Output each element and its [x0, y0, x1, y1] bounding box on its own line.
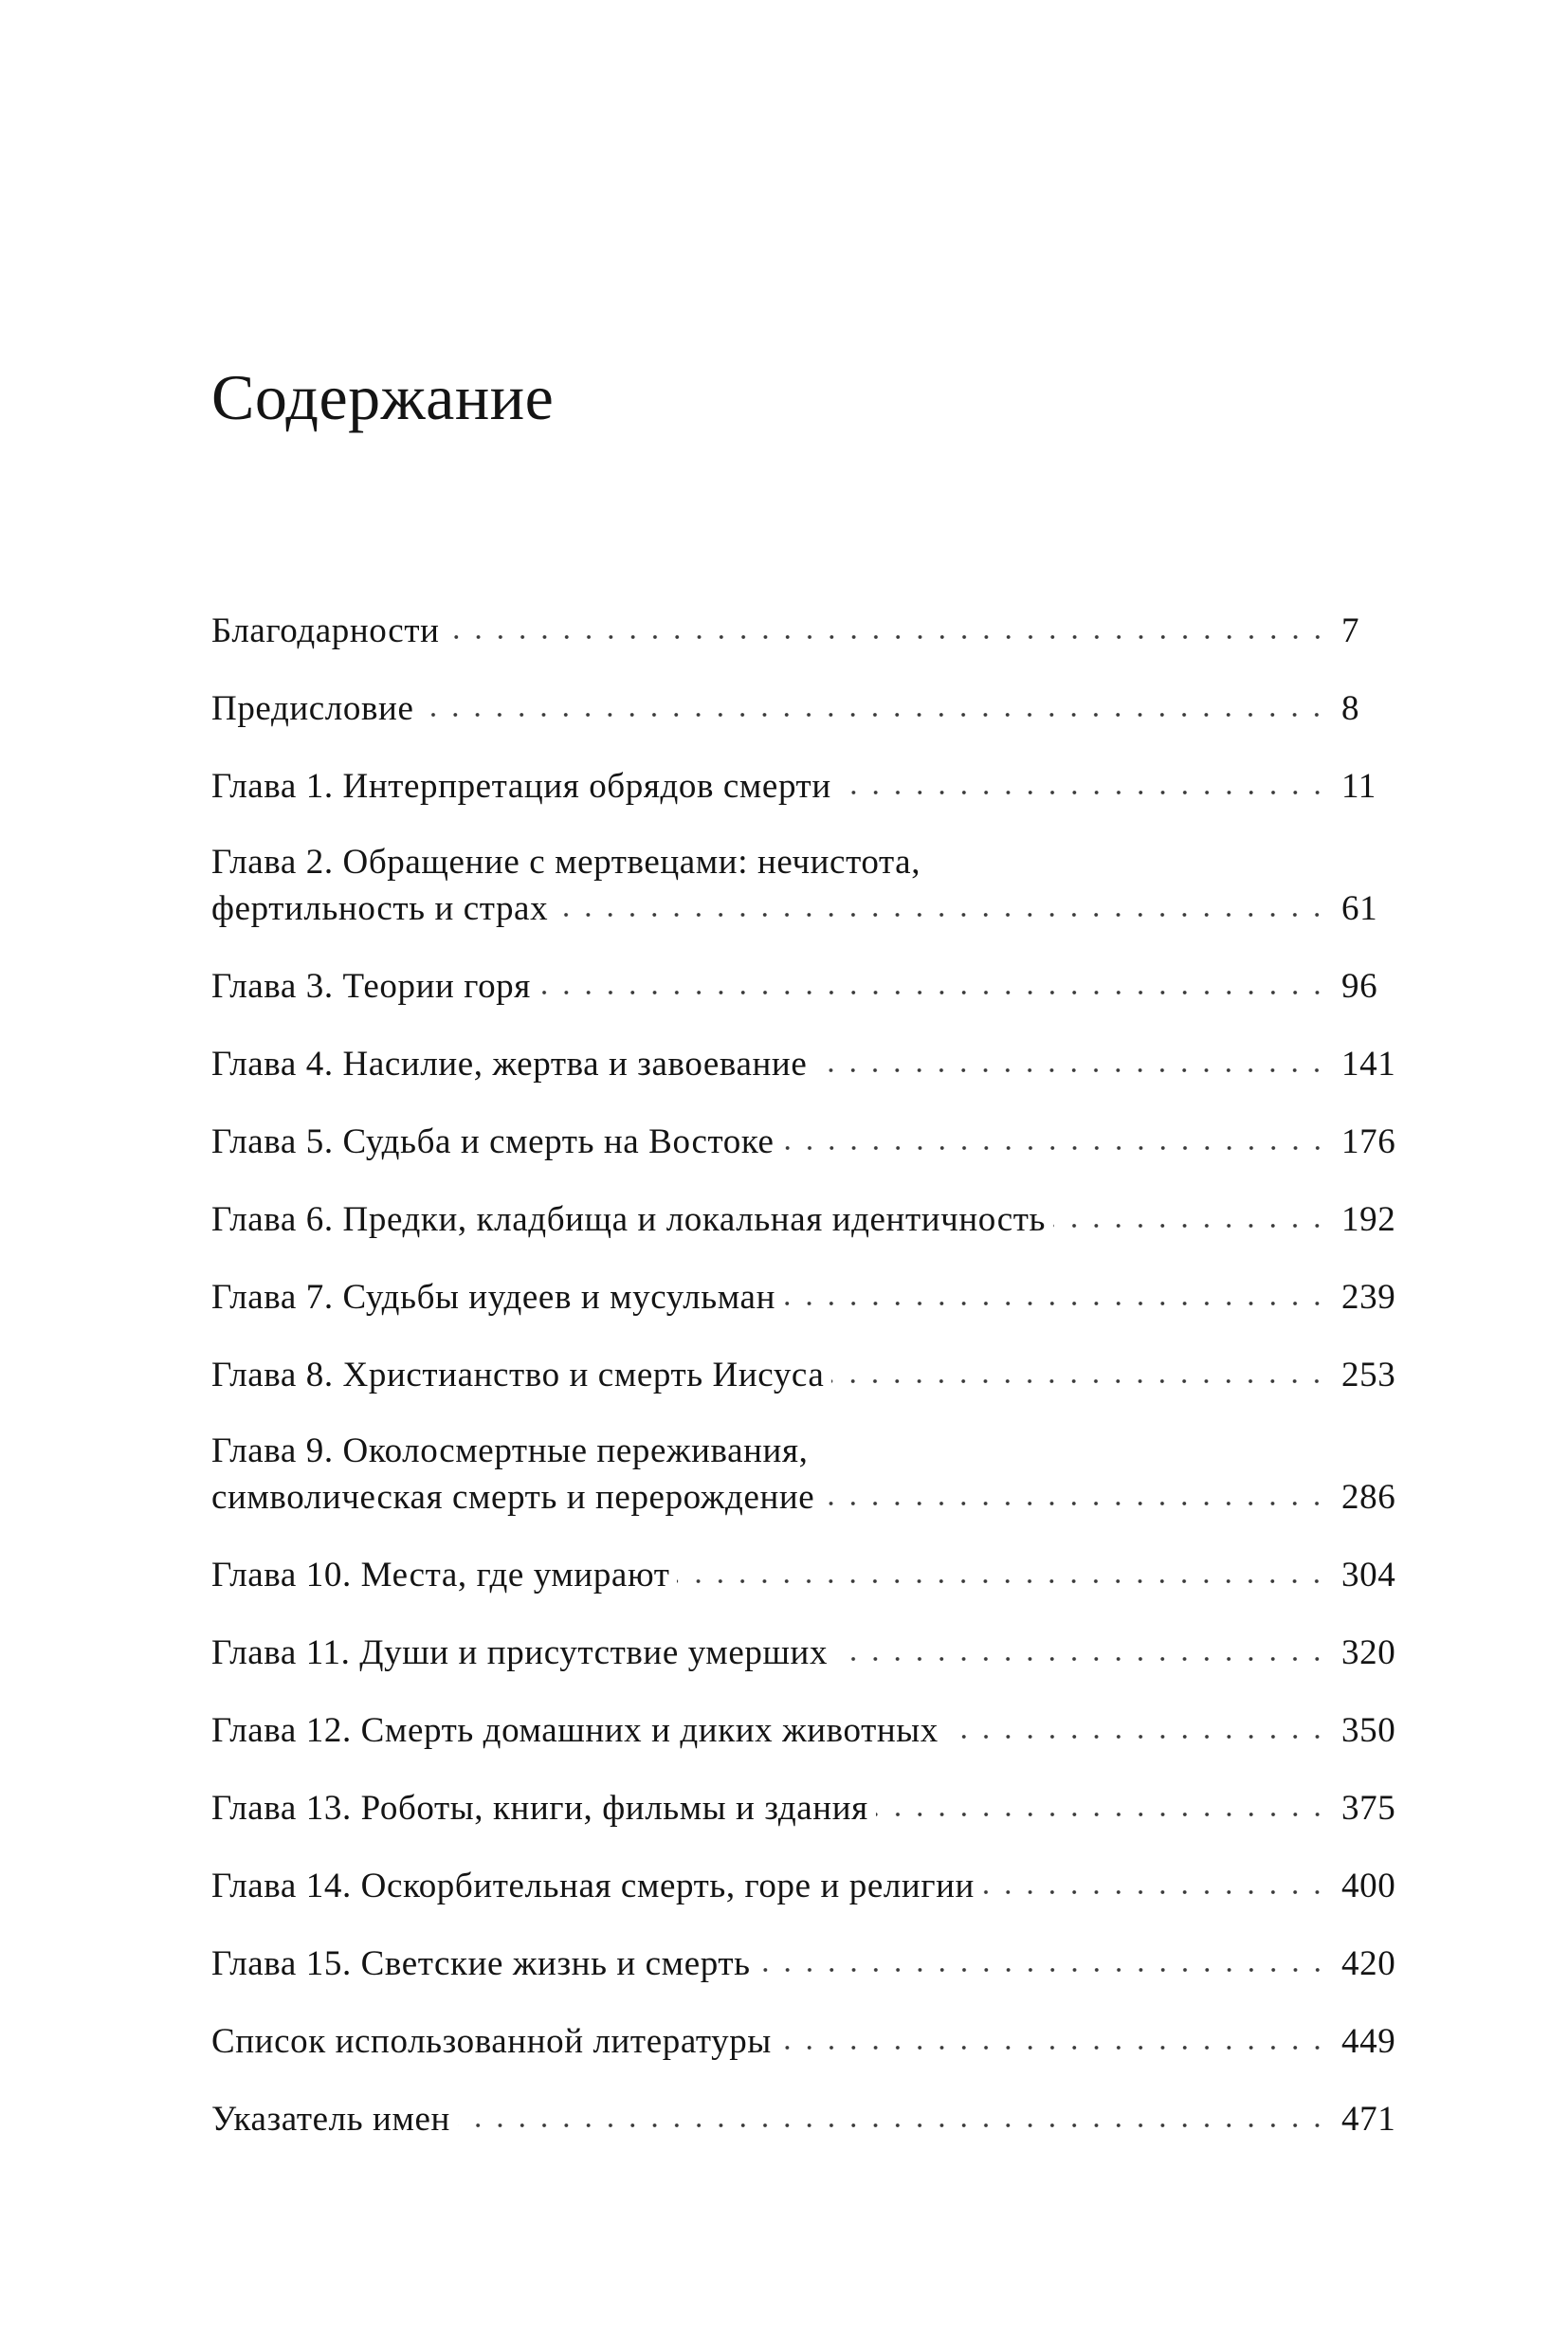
dot-leader	[1053, 1195, 1328, 1230]
dot-leader	[538, 962, 1328, 997]
toc-entry-page: 286	[1341, 1478, 1396, 1517]
toc-entry-chapter-2	[211, 840, 1408, 931]
toc-entry-title-line1: Глава 9. Околосмертные переживания,	[211, 1431, 809, 1470]
dot-leader	[779, 2017, 1328, 2052]
toc-entry-chapter-7	[211, 1273, 1408, 1320]
toc-entry-chapter-11	[211, 1629, 1408, 1675]
dot-leader	[458, 2095, 1328, 2130]
toc-entry-name-index	[211, 2095, 1408, 2141]
toc-entry-page: 61	[1341, 889, 1378, 928]
dot-leader	[783, 1273, 1328, 1308]
toc-entry-page: 253	[1341, 1356, 1396, 1394]
toc-entry-title: Глава 8. Христианство и смерть Иисуса	[211, 1356, 825, 1394]
toc-entry-title: Глава 13. Роботы, книги, фильмы и здания	[211, 1789, 868, 1828]
toc-entry-chapter-1	[211, 762, 1408, 809]
dot-leader	[758, 1940, 1328, 1975]
toc-entry-preface	[211, 684, 1408, 731]
toc-entry-title: Глава 7. Судьбы иудеев и мусульман	[211, 1278, 775, 1317]
toc-entry-title: Глава 3. Теории горя	[211, 967, 531, 1006]
toc-entry-title-line1: Глава 2. Обращение с мертвецами: нечистота,	[211, 843, 921, 882]
toc-entry-page: 471	[1341, 2100, 1396, 2139]
toc-entry-page: 96	[1341, 967, 1378, 1006]
toc-entry-title: Предисловие	[211, 689, 414, 728]
dot-leader	[835, 1629, 1328, 1664]
dot-leader	[982, 1862, 1328, 1897]
toc-entry-page: 8	[1341, 689, 1360, 728]
table-of-contents	[211, 607, 1408, 2173]
toc-entry-title: Глава 11. Души и присутствие умерших	[211, 1633, 829, 1672]
toc-entry-page: 192	[1341, 1200, 1396, 1239]
toc-entry-chapter-9	[211, 1429, 1408, 1520]
dot-leader	[782, 1118, 1328, 1153]
toc-entry-title: Глава 12. Смерть домашних и диких животных	[211, 1711, 939, 1750]
toc-entry-chapter-13	[211, 1784, 1408, 1831]
dot-leader	[946, 1706, 1328, 1741]
toc-entry-title: Глава 1. Интерпретация обрядов смерти	[211, 767, 831, 806]
toc-entry-page: 239	[1341, 1278, 1396, 1317]
toc-entry-title: Глава 6. Предки, кладбища и локальная идентичность	[211, 1200, 1047, 1239]
toc-entry-title: Глава 10. Места, где умирают	[211, 1556, 670, 1595]
toc-entry-title: Указатель имен	[211, 2100, 450, 2139]
dot-leader	[876, 1784, 1328, 1819]
toc-entry-title: Список использованной литературы	[211, 2022, 772, 2061]
dot-leader	[447, 607, 1329, 642]
dot-leader	[831, 1351, 1328, 1386]
toc-entry-page: 375	[1341, 1789, 1396, 1828]
toc-entry-page: 350	[1341, 1711, 1396, 1750]
toc-entry-title: фертильность и страх	[211, 889, 549, 928]
toc-entry-chapter-10	[211, 1551, 1408, 1597]
toc-entry-page: 11	[1341, 767, 1377, 806]
toc-entry-chapter-4	[211, 1040, 1408, 1086]
toc-entry-title: Глава 5. Судьба и смерть на Востоке	[211, 1122, 775, 1161]
toc-entry-page: 141	[1341, 1045, 1396, 1084]
toc-entry-chapter-3	[211, 962, 1408, 1009]
toc-entry-title: символическая смерть и перерождение	[211, 1478, 815, 1517]
toc-entry-chapter-6	[211, 1195, 1408, 1242]
toc-entry-page: 7	[1341, 611, 1360, 650]
toc-entry-bibliography	[211, 2017, 1408, 2064]
dot-leader	[822, 1473, 1328, 1508]
toc-entry-chapter-12	[211, 1706, 1408, 1753]
toc-entry-chapter-15	[211, 1940, 1408, 1986]
toc-entry-chapter-5	[211, 1118, 1408, 1164]
toc-entry-title: Благодарности	[211, 611, 440, 650]
toc-entry-page: 420	[1341, 1944, 1396, 1983]
page-title: Содержание	[211, 361, 555, 433]
toc-entry-chapter-8	[211, 1351, 1408, 1397]
toc-entry-acknowledgements	[211, 607, 1408, 653]
toc-entry-chapter-14	[211, 1862, 1408, 1908]
toc-entry-page: 320	[1341, 1633, 1396, 1672]
toc-entry-page: 304	[1341, 1556, 1396, 1595]
toc-entry-page: 449	[1341, 2022, 1396, 2061]
dot-leader	[839, 762, 1328, 797]
toc-entry-page: 176	[1341, 1122, 1396, 1161]
dot-leader	[421, 684, 1328, 720]
toc-entry-title: Глава 15. Светские жизнь и смерть	[211, 1944, 751, 1983]
dot-leader	[556, 884, 1328, 920]
dot-leader	[814, 1040, 1328, 1075]
dot-leader	[677, 1551, 1328, 1586]
toc-entry-title: Глава 4. Насилие, жертва и завоевание	[211, 1045, 808, 1084]
toc-entry-title: Глава 14. Оскорбительная смерть, горе и религии	[211, 1867, 975, 1905]
toc-entry-page: 400	[1341, 1867, 1396, 1905]
